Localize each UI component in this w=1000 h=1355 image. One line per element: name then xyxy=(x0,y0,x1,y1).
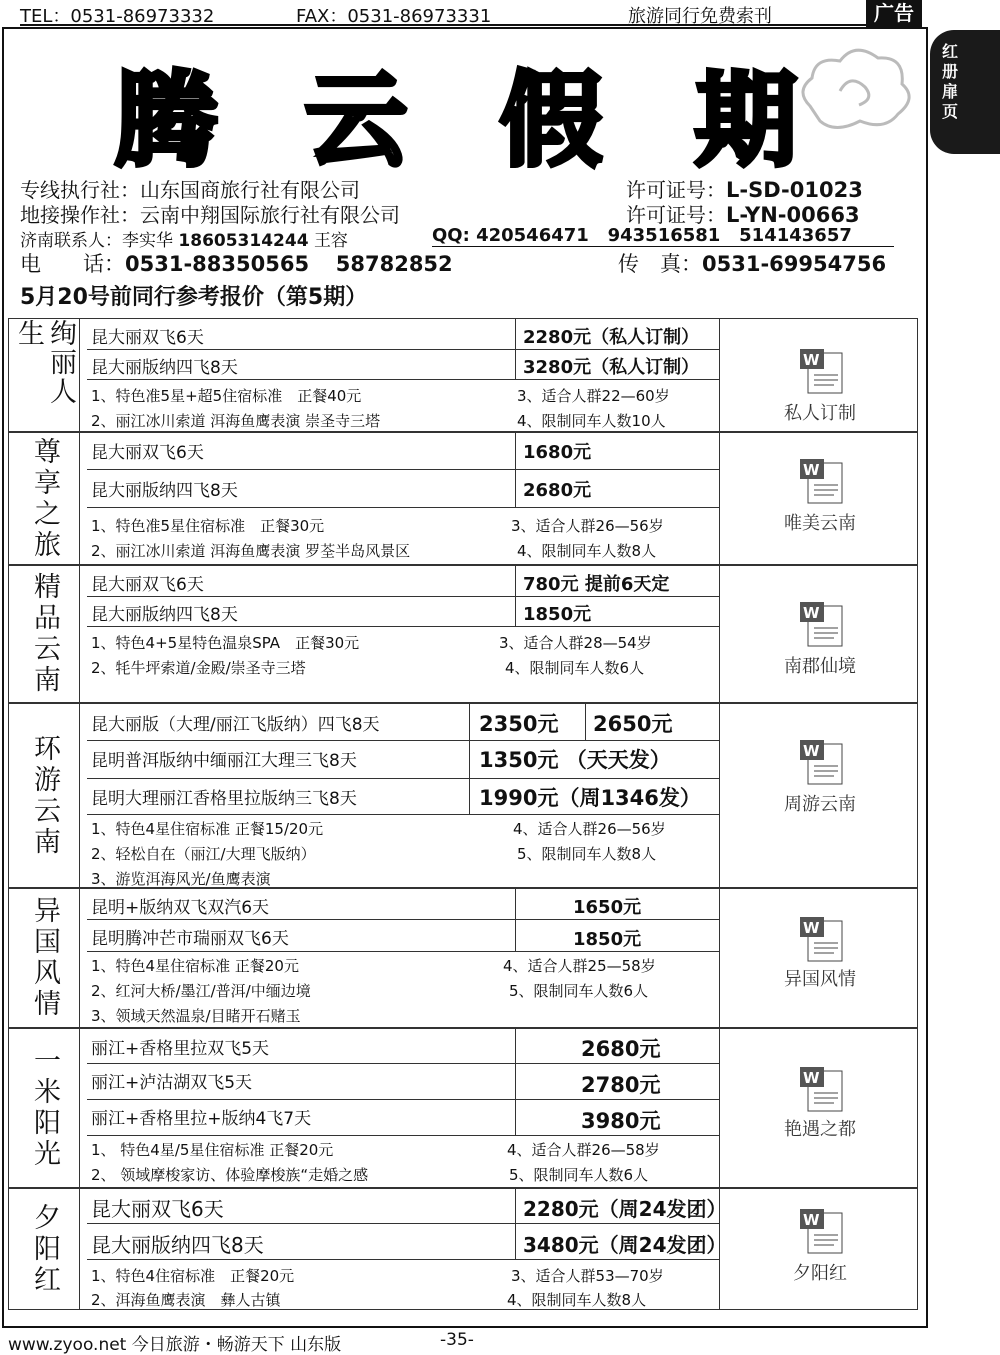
section-icon-label: 私人订制 xyxy=(784,403,856,424)
feature: 4、限制同车人数6人 xyxy=(505,659,645,677)
section-6 xyxy=(8,1188,918,1310)
svg-text:W: W xyxy=(803,919,820,937)
table-row: 丽江+香格里拉双飞5天 xyxy=(87,1029,719,1064)
section-icon-label: 唯美云南 xyxy=(784,513,856,534)
table-row: 昆大丽双飞6天 xyxy=(87,319,719,350)
feature: 4、限制同车人数10人 xyxy=(517,412,666,430)
feature: 3、适合人群53—70岁 xyxy=(511,1267,664,1285)
table-row: 昆大丽双飞6天 xyxy=(87,433,719,470)
footer-site: www.zyoo.net 今日旅游・畅游天下 山东版 xyxy=(8,1335,342,1355)
top-bar xyxy=(0,0,1000,26)
feature: 2、洱海鱼鹰表演 彝人古镇 xyxy=(91,1291,281,1309)
feature: 3、适合人群26—56岁 xyxy=(511,517,664,535)
section-4 xyxy=(8,888,918,1028)
price: 2280元（私人订制） xyxy=(523,327,700,348)
tel-line: 电 话：0531-88350565 58782852 xyxy=(20,252,453,276)
section-label: 环游云南 xyxy=(9,704,80,887)
fax-line: 传 真：0531-69954756 xyxy=(618,252,887,276)
word-doc-icon xyxy=(798,347,848,397)
side-tab: 红册扉页 xyxy=(930,30,1000,154)
table-row: 丽江+泸沽湖双飞5天 xyxy=(87,1063,719,1100)
table-row: 昆大丽版纳四飞8天 xyxy=(87,596,719,627)
price: 2680元 xyxy=(523,480,592,501)
price: 1650元 xyxy=(573,897,642,918)
page-number: -35- xyxy=(440,1330,474,1350)
price: 1680元 xyxy=(523,442,592,463)
section-label: 精品云南 xyxy=(9,566,80,702)
section-icon-label: 南郡仙境 xyxy=(784,656,856,677)
feature: 4、限制同车人数8人 xyxy=(517,542,657,560)
top-tel: TEL：0531-86973332 xyxy=(20,6,215,27)
qq-line: QQ: 420546471 943516581 514143657 xyxy=(432,225,894,247)
section-icon-label: 艳遇之都 xyxy=(784,1119,856,1140)
table-row: 昆大丽双飞6天 xyxy=(87,1189,719,1224)
feature: 2、轻松自在（丽江/大理飞版纳） xyxy=(91,845,316,863)
section-2 xyxy=(8,565,918,703)
feature: 5、限制同车人数8人 xyxy=(517,845,657,863)
table-row: 昆大丽版（大理/丽江飞版纳）四飞8天 xyxy=(87,704,719,741)
issue-title: 5月20号前同行参考报价（第5期） xyxy=(20,285,368,310)
section-icon-label: 夕阳红 xyxy=(793,1263,847,1284)
operator-line-1: 专线执行社：山东国商旅行社有限公司 xyxy=(20,178,360,202)
table-row: 昆大丽版纳四飞8天 xyxy=(87,1223,719,1260)
footer xyxy=(8,1330,474,1355)
cloud-icon xyxy=(790,36,920,146)
price: 3480元（周24发团） xyxy=(523,1233,727,1257)
price: 2280元（周24发团） xyxy=(523,1197,727,1221)
price: 1350元 （天天发） xyxy=(479,748,671,772)
feature: 2、红河大桥/墨江/普洱/中缅边境 xyxy=(91,982,311,1000)
license-2: 许可证号：L-YN-00663 xyxy=(626,203,860,227)
feature: 1、特色4住宿标准 正餐20元 xyxy=(91,1267,295,1285)
section-icon-label: 异国风情 xyxy=(784,969,856,990)
feature: 3、适合人群22—60岁 xyxy=(517,387,670,405)
feature: 1、特色4+5星特色温泉SPA 正餐30元 xyxy=(91,634,360,652)
svg-text:W: W xyxy=(803,604,820,622)
operator-line-2: 地接操作社：云南中翔国际旅行社有限公司 xyxy=(20,203,400,227)
feature: 1、特色4星住宿标准 正餐20元 xyxy=(91,957,299,975)
top-fax: FAX：0531-86973331 xyxy=(296,6,492,27)
svg-text:W: W xyxy=(803,461,820,479)
feature: 2、 领域摩梭家访、体验摩梭族“走婚之感 xyxy=(91,1166,369,1184)
section-label: 绚丽人生 xyxy=(9,319,80,431)
section-3 xyxy=(8,703,918,888)
svg-text:W: W xyxy=(803,351,820,369)
svg-text:W: W xyxy=(803,742,820,760)
svg-text:W: W xyxy=(803,1211,820,1229)
section-icon-label: 周游云南 xyxy=(784,794,856,815)
price: 3980元 xyxy=(581,1109,661,1133)
price: 780元 提前6天定 xyxy=(523,574,670,595)
feature: 1、特色准5星+超5住宿标准 正餐40元 xyxy=(91,387,362,405)
word-doc-icon xyxy=(798,600,848,650)
section-label: 一米阳光 xyxy=(9,1029,80,1187)
price: 2650元 xyxy=(593,712,673,736)
word-doc-icon xyxy=(798,1207,848,1257)
word-doc-icon xyxy=(798,915,848,965)
feature: 2、牦牛坪索道/金殿/崇圣寺三塔 xyxy=(91,659,306,677)
contact-line: 济南联系人：李实华 18605314244 王容 xyxy=(20,231,348,251)
feature: 3、领域天然温泉/目睹开石赌玉 xyxy=(91,1007,301,1025)
word-doc-icon xyxy=(798,1065,848,1115)
top-slogan: 旅游同行免费索刊 xyxy=(628,6,772,27)
table-row: 昆明普洱版纳中缅丽江大理三飞8天 xyxy=(87,740,719,779)
feature: 4、适合人群26—56岁 xyxy=(513,820,666,838)
license-1: 许可证号：L-SD-01023 xyxy=(626,178,863,202)
feature: 3、游览洱海风光/鱼鹰表演 xyxy=(91,870,271,888)
feature: 2、丽江冰川索道 洱海鱼鹰表演 罗荃半岛风景区 xyxy=(91,542,411,560)
price: 2680元 xyxy=(581,1037,661,1061)
price: 3280元（私人订制） xyxy=(523,357,700,378)
feature: 4、适合人群26—58岁 xyxy=(507,1141,660,1159)
svg-text:W: W xyxy=(803,1069,820,1087)
price: 2350元 xyxy=(479,712,559,736)
feature: 5、限制同车人数6人 xyxy=(509,982,649,1000)
table-row: 昆明腾冲芒市瑞丽双飞6天 xyxy=(87,919,719,952)
section-label: 异国风情 xyxy=(9,889,80,1027)
feature: 2、丽江冰川索道 洱海鱼鹰表演 崇圣寺三塔 xyxy=(91,412,381,430)
table-row: 昆大丽版纳四飞8天 xyxy=(87,349,719,380)
section-label: 夕阳红 xyxy=(9,1189,80,1309)
word-doc-icon xyxy=(798,738,848,788)
price: 1850元 xyxy=(523,604,592,625)
section-label: 尊享之旅 xyxy=(9,433,80,564)
table-row: 昆大丽版纳四飞8天 xyxy=(87,469,719,508)
feature: 1、特色4星住宿标准 正餐15/20元 xyxy=(91,820,324,838)
feature: 3、适合人群28—54岁 xyxy=(499,634,652,652)
price: 1990元（周1346发） xyxy=(479,786,701,810)
feature: 4、适合人群25—58岁 xyxy=(503,957,656,975)
section-5 xyxy=(8,1028,918,1188)
table-row: 丽江+香格里拉+版纳4飞7天 xyxy=(87,1099,719,1136)
price: 1850元 xyxy=(573,929,642,950)
feature: 5、限制同车人数6人 xyxy=(509,1166,649,1184)
price: 2780元 xyxy=(581,1073,661,1097)
section-0 xyxy=(8,318,918,432)
table-row: 昆明大理丽江香格里拉版纳三飞8天 xyxy=(87,778,719,815)
feature: 1、 特色4星/5星住宿标准 正餐20元 xyxy=(91,1141,334,1159)
feature: 4、限制同车人数8人 xyxy=(507,1291,647,1309)
feature: 1、特色准5星住宿标准 正餐30元 xyxy=(91,517,325,535)
table-row: 昆明+版纳双飞双汽6天 xyxy=(87,889,719,920)
table-row: 昆大丽双飞6天 xyxy=(87,566,719,597)
word-doc-icon xyxy=(798,457,848,507)
section-1 xyxy=(8,432,918,565)
ad-tag: 广告 xyxy=(866,0,922,27)
